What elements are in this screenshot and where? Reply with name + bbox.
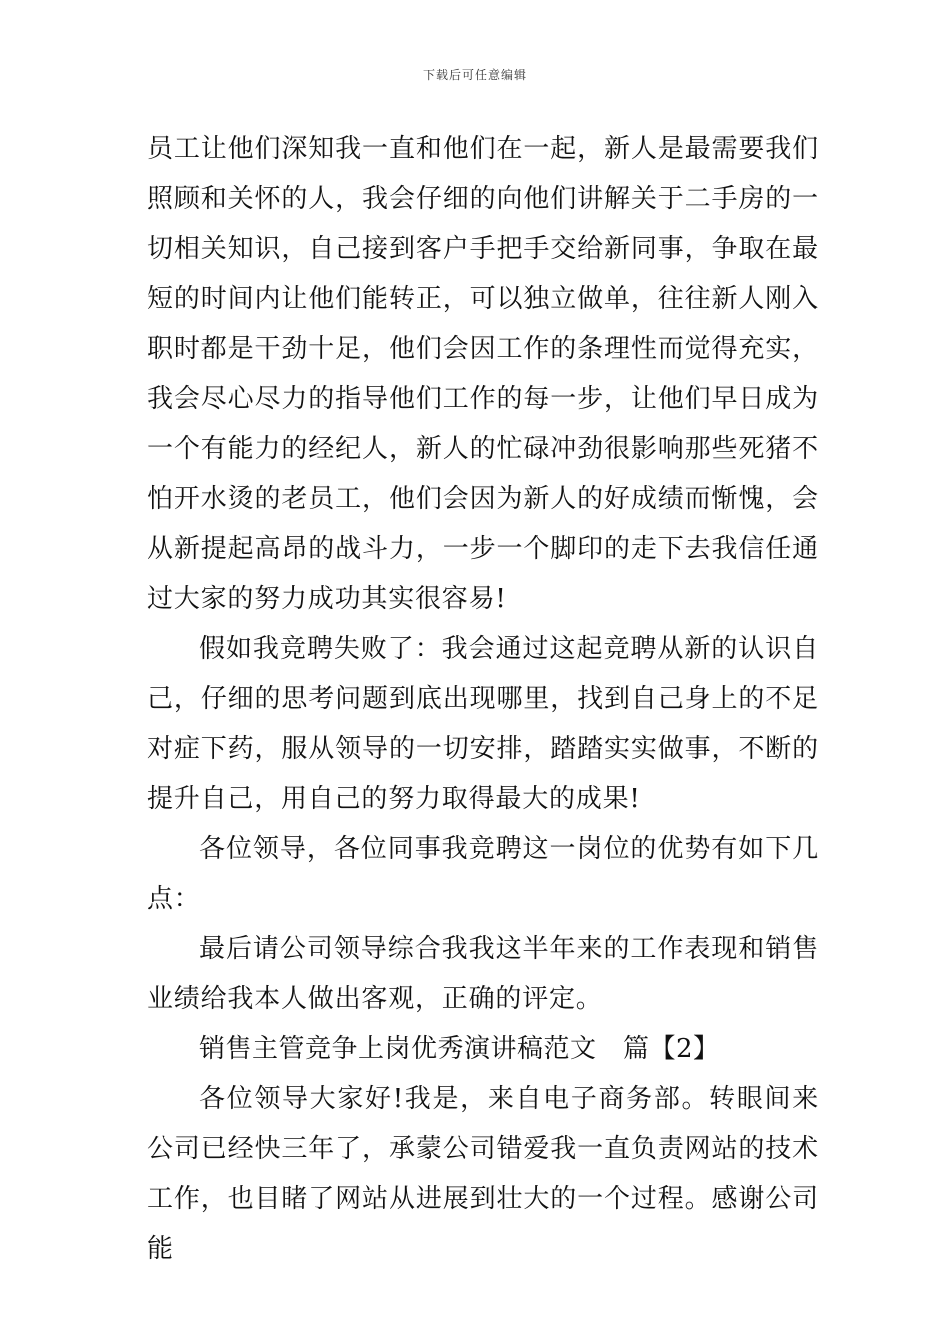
document-body [147, 124, 819, 1274]
paragraph-closing: 最后请公司领导综合我我这半年来的工作表现和销售业绩给我本人做出客观，正确的评定。 [147, 934, 819, 1014]
section-heading: 销售主管竞争上岗优秀演讲稿范文 篇【2】 [199, 1034, 720, 1064]
page-header-note: 下载后可任意编辑 [422, 68, 527, 82]
paragraph-speech-2-opening: 各位领导大家好!我是，来自电子商务部。转眼间来公司已经快三年了，承蒙公司错爱我一直负责网站的技术工作，也目睹了网站从进展到壮大的一个过程。感谢公司能 [147, 1084, 819, 1264]
paragraph-if-fail: 假如我竞聘失败了：我会通过这起竞聘从新的认识自己，仔细的思考问题到底出现哪里，找到自己身上的不足对症下药，服从领导的一切安排，踏踏实实做事，不断的提升自己，用自己的努力取得最大的成果! [147, 634, 819, 814]
paragraph-advantages: 各位领导，各位同事我竞聘这一岗位的优势有如下几点： [147, 834, 819, 914]
paragraph-continuation: 员工让他们深知我一直和他们在一起，新人是最需要我们照顾和关怀的人，我会仔细的向他们讲解关于二手房的一切相关知识，自己接到客户手把手交给新同事，争取在最短的时间内让他们能转正，可以独立做单，往往新人刚入职时都是干劲十足，他们会因工作的条理性而觉得充实，我会尽心尽力的指导他们工作的每一步，让他们早日成为一个有能力的经纪人，新人的忙碌冲劲很影响那些死猪不怕开水烫的老员工，他们会因为新人的好成绩而惭愧，会从新提起高昂的战斗力，一步一个脚印的走下去我信任通过大家的努力成功其实很容易! [147, 134, 819, 614]
